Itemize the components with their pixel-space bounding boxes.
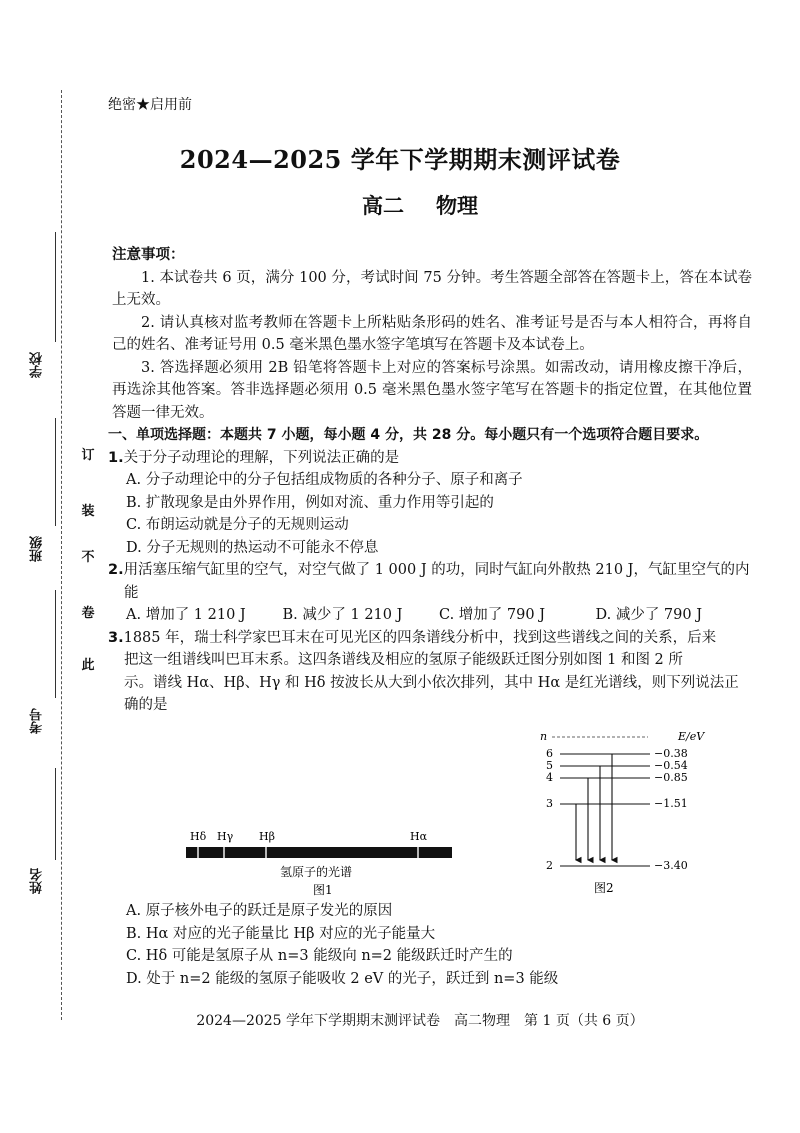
subject-label: 物理 <box>436 193 478 218</box>
question-1 <box>108 447 752 560</box>
page-footer: 2024—2025 学年下学期期末测评试卷 高二物理 第 1 页（共 6 页） <box>196 1013 644 1029</box>
spectral-line-label: Hδ <box>190 830 207 843</box>
notice-item: 2. 请认真核对监考教师在答题卡上所粘贴条形码的姓名、准考证号是否与本人相符合，再将自己的姓名、准考证号用 0.5 毫米黑色墨水签字笔填写在答题卡及本试卷上。 <box>112 314 752 353</box>
question-stem: 确的是 <box>124 697 168 713</box>
option-c: C. 增加了 790 J <box>439 607 546 623</box>
exam-number-write-line <box>55 590 56 698</box>
name-label: 姓名 <box>30 868 45 894</box>
figure-label: 图1 <box>313 883 333 897</box>
figure-label: 图2 <box>594 881 614 895</box>
level-energy: −1.51 <box>654 797 688 810</box>
figure-2-energy-levels <box>530 726 730 906</box>
confidential-mark: 绝密★启用前 <box>108 97 192 113</box>
level-energy: −0.85 <box>654 771 688 784</box>
question-3 <box>108 627 752 717</box>
level-energy: −0.38 <box>654 747 688 760</box>
seal-char: 卷 <box>81 606 95 621</box>
name-field[interactable] <box>28 768 52 918</box>
question-number: 3. <box>108 629 124 646</box>
spectral-line-label: Hα <box>410 830 428 843</box>
figure-1-spectrum <box>180 822 470 902</box>
option-a: A. 分子动理论中的分子包括组成物质的各种分子、原子和离子 <box>126 472 523 488</box>
school-field[interactable] <box>28 232 52 412</box>
option-row <box>112 604 752 627</box>
grade-label: 高二 <box>362 193 404 218</box>
question-number: 1. <box>108 449 124 466</box>
school-write-line <box>55 232 56 342</box>
level-n: 6 <box>546 747 553 760</box>
seal-char: 不 <box>81 550 95 565</box>
option-d: D. 分子无规则的热运动不可能永不停息 <box>126 539 379 556</box>
main-content <box>108 244 752 717</box>
n-axis-header: n <box>540 730 548 743</box>
option-b: B. 减少了 1 210 J <box>282 607 403 623</box>
cut-line <box>61 90 62 1020</box>
option-a: A. 原子核外电子的跃迁是原子发光的原因 <box>126 903 393 919</box>
option-d: D. 减少了 790 J <box>595 607 703 623</box>
question-stem: 示。谱线 Hα、Hβ、Hγ 和 Hδ 按波长从大到小依次排列，其中 Hα 是红光谱线，则下列说法正 <box>124 674 739 691</box>
energy-axis-header: E/eV <box>678 730 705 743</box>
option-b: B. Hα 对应的光子能量比 Hβ 对应的光子能量大 <box>126 925 436 942</box>
level-energy: −3.40 <box>654 859 688 872</box>
option-c: C. 布朗运动就是分子的无规则运动 <box>126 517 349 533</box>
option-d: D. 处于 n=2 能级的氢原子能吸收 2 eV 的光子，跃迁到 n=3 能级 <box>126 970 559 987</box>
notice-item: 3. 答选择题必须用 2B 铅笔将答题卡上对应的答案标号涂黑。如需改动，请用橡皮擦干净后，再选涂其他答案。答非选择题必须用 0.5 毫米黑色墨水签字笔写在答题卡的指定位置，在其他位置答题一律无效。 <box>112 359 752 421</box>
name-write-line <box>55 768 56 860</box>
exam-number-field[interactable] <box>28 590 52 760</box>
notice-item: 1. 本试卷共 6 页，满分 100 分，考试时间 75 分钟。考生答题全部答在答题卡上，答在本试卷上无效。 <box>112 269 752 308</box>
level-n: 5 <box>546 759 553 772</box>
option-c: C. Hδ 可能是氢原子从 n=3 能级向 n=2 能级跃迁时产生的 <box>126 948 513 964</box>
level-n: 4 <box>546 771 553 784</box>
spectral-line-label: Hβ <box>259 830 275 843</box>
level-energy: −0.54 <box>654 759 688 772</box>
option-b: B. 扩散现象是由外界作用，例如对流、重力作用等引起的 <box>126 494 494 511</box>
question-stem: 用活塞压缩气缸里的空气，对空气做了 1 000 J 的功，同时气缸向外散热 210 J，气缸里空气的内能 <box>123 562 750 601</box>
spectral-line-label: Hγ <box>217 830 234 843</box>
seal-char: 订 <box>81 448 95 463</box>
notice-heading: 注意事项： <box>112 247 185 263</box>
exam-number-label: 考号 <box>30 708 45 734</box>
school-label: 学校 <box>30 352 45 378</box>
spectrum-band <box>186 847 452 858</box>
level-n: 2 <box>546 859 553 872</box>
question-3-options <box>112 900 752 990</box>
subject-line <box>0 190 800 220</box>
class-label: 班级 <box>30 536 45 562</box>
figure-caption: 氢原子的光谱 <box>280 865 353 879</box>
page-title: 2024—2025 学年下学期期末测评试卷 <box>179 145 621 174</box>
class-write-line <box>55 418 56 526</box>
question-stem: 把这一组谱线叫巴耳末系。这四条谱线及相应的氢原子能级跃迁图分别如图 1 和图 2 所 <box>124 652 683 668</box>
question-stem: 关于分子动理论的理解，下列说法正确的是 <box>123 449 400 466</box>
section-heading: 一、单项选择题：本题共 7 小题，每小题 4 分，共 28 分。每小题只有一个选项符合题目要求。 <box>108 427 709 443</box>
option-a: A. 增加了 1 210 J <box>126 607 246 623</box>
seal-char: 装 <box>81 504 95 519</box>
question-2 <box>108 559 752 627</box>
level-n: 3 <box>546 797 553 810</box>
seal-char: 此 <box>81 658 95 673</box>
question-number: 2. <box>108 562 124 578</box>
class-field[interactable] <box>28 418 52 588</box>
question-stem: 1885 年，瑞士科学家巴耳末在可见光区的四条谱线分析中，找到这些谱线之间的关系，后来 <box>123 629 717 646</box>
